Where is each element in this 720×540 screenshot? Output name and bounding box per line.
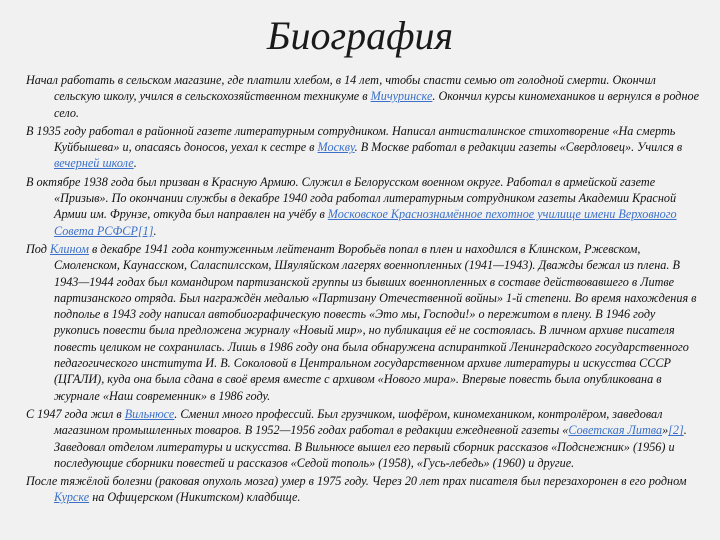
text-segment: В октябре 1938 года был призван в Красную Армию. Служил в Белорусском военном округе. Работал в армейской газете «Призыв». По окончании службы в декабре 1940 года работал литературным сотрудником газеты Академии Красной Армии им. Фрунзе, откуда был направлен на учёбу в	[26, 174, 677, 222]
paragraph-3	[26, 174, 704, 239]
text-segment: Под	[26, 241, 50, 256]
biography-body	[26, 72, 704, 506]
link-moscow[interactable]: Москву	[317, 140, 355, 155]
text-segment: . Сменил много профессий. Был грузчиком, шофёром, киномехаником, контролёром, заведовал магазином промышленных товаров. В 1952—1956 годах работал в редакции ежедневной газеты «	[54, 406, 663, 438]
text-segment: . В Москве работал в редакции газеты «Свердловец». Учился в	[354, 140, 683, 155]
text-segment: После тяжёлой болезни (раковая опухоль мозга) умер в 1975 году. Через 20 лет прах писателя был перезахоронен в его родном	[26, 474, 687, 489]
link-military-school[interactable]: Московское Краснознамённое пехотное училище имени Верховного Совета РСФСР[1]	[54, 207, 677, 238]
link-vilnius[interactable]: Вильнюсе	[124, 406, 175, 421]
text-segment: . Заведовал отделом литературы и искусства. В Вильнюсе вышел его первый сборник рассказов «Подснежник» (1956) и последующие сборники повестей и рассказов «Седой тополь» (1958), «Гусь-лебедь» (1960) и другие.	[54, 423, 687, 470]
text-segment: . Окончил курсы киномехаников и вернулся в родное село.	[54, 89, 700, 120]
text-segment: »	[662, 423, 669, 438]
page-title: Биография	[266, 13, 454, 58]
paragraph-2	[26, 123, 704, 172]
paragraph-4	[26, 241, 704, 404]
link-evening-school[interactable]: вечерней школе	[54, 156, 134, 171]
link-klin[interactable]: Клином	[49, 241, 89, 256]
link-sovetskaya-litva[interactable]: Советская Литва	[568, 423, 663, 438]
paragraph-5	[26, 406, 704, 471]
text-segment: .	[153, 223, 157, 238]
text-segment: В 1935 году работал в районной газете литературным сотрудником. Написал антисталинское стихотворение «На смерть Куйбышева» и, опасаясь доносов, уехал к сестре в	[26, 123, 676, 155]
text-segment: в декабре 1941 года контуженным лейтенант Воробьёв попал в плен и находился в Клинском, Ржевском, Смоленском, Каунасском, Саласпилсском, Шяуляйском лагерях военнопленных (1941—1943). Дважды бежал из плена. В 1943—1944 годах был командиром партизанской группы из бывших военнопленных в составе действовавшего в Литве партизанского отряда. Был награждён медалью «Партизану Отечественной войны» 1-й степени. Во время нахождения в подполье в 1943 году написал автобиографическую повесть «Это мы, Господи!» о пережитом в плену. В 1946 году рукопись повести была предложена журналу «Новый мир», но публикация её не состоялась. В личном архиве писателя повесть целиком не сохранилась. Лишь в 1986 году она была обнаружена аспиранткой Ленинградского государственного педагогического института И. В. Соколовой в Центральном государственном архиве литературы и искусства СССР (ЦГАЛИ), куда она была сдана в своё время вместе с архивом «Нового мира». Впервые повесть была опубликована в журнале «Наш современник» в 1986 году.	[54, 241, 697, 403]
link-footnote-2[interactable]: [2]	[668, 423, 684, 438]
text-segment: на Офицерском (Никитском) кладбище.	[89, 490, 301, 505]
paragraph-1	[26, 72, 704, 121]
paragraph-6	[26, 473, 704, 506]
text-segment: Начал работать в сельском магазине, где платили хлебом, в 14 лет, чтобы спасти семью от голодной смерти. Окончил сельскую школу, учился в сельскохозяйственном техникуме в	[26, 73, 656, 104]
link-michurinsk[interactable]: Мичуринске	[370, 89, 433, 104]
link-kursk[interactable]: Курске	[54, 490, 90, 505]
text-segment: С 1947 года жил в	[26, 406, 125, 421]
text-segment: .	[133, 156, 137, 171]
